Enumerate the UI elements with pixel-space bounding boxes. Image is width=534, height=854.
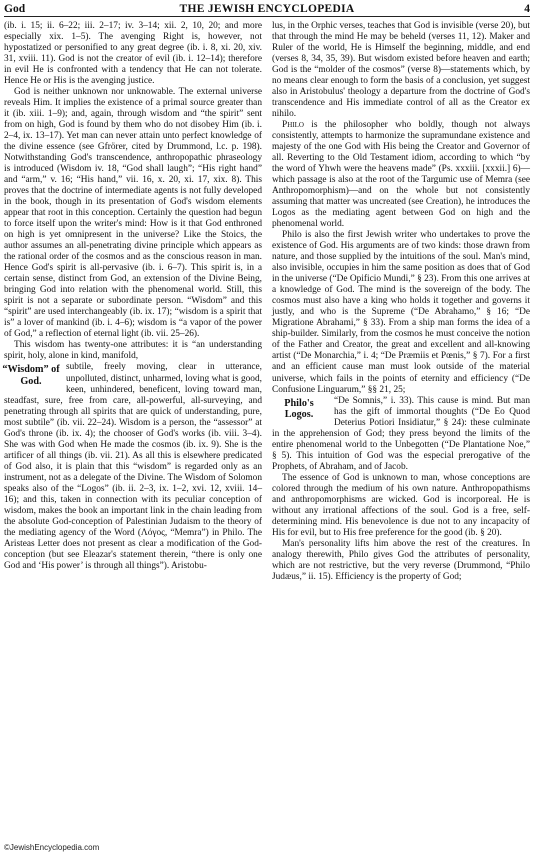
sidenote-wisdom: “Wisdom” of God. bbox=[2, 364, 60, 387]
paragraph: This wisdom has twenty-one attributes: it is “an understanding spirit, holy, alone in kind, manifold, bbox=[4, 340, 262, 362]
paragraph: (ib. i. 15; ii. 6–22; iii. 2–17; iv. 3–14; xii. 2, 10, 20; and more especially xix. 1–5). The avenging Right is, however, not hypostatized or personified to any great degree (ib. i. 8, xi. 20, xiv. 31, xviii. 11). God is not the creator of evil (ib. i. 12–14); therefore in evil He is confronted with a tendency that He can not tolerate. Hence He or His is the avenging justice. bbox=[4, 21, 262, 87]
paragraph: Man's personality lifts him above the rest of the creatures. In analogy therewith, Philo gives God the attributes of personality, which are not restrictive, but the very reverse (Drummond, “Philo Judæus,” ii. 15). Efficiency is the property of God; bbox=[272, 538, 530, 582]
paragraph: The essence of God is unknown to man, whose conceptions are colored through the medium of his own nature. Anthropopathisms and anthropomorphisms are wicked. God is incorporeal. He is without any irrational affections of the soul. God is a free, self-determining mind. His benevolence is due not to any incapacity of His for evil, but to His free preference for the good (ib. § 20). bbox=[272, 472, 530, 538]
paragraph: lus, in the Orphic verses, teaches that God is invisible (verse 20), but that through the mind He may be beheld (verses 11, 12). Maker and Ruler of the world, He is Himself the beginning, middle, and end (verses 8, 34, 35, 39). But wisdom existed before heaven and earth; God is the “molder of the cosmos” (verse 8)—statements which, by no means clear enough to form the basis of a conclusion, yet suggest also in Aristobulus' theology a departure from the doctrine of God's transcendence and His immediate control of all as the Creator ex nihilo. bbox=[272, 21, 530, 120]
paragraph bbox=[272, 120, 530, 230]
header-page-number: 4 bbox=[524, 3, 530, 15]
header-title: THE JEWISH ENCYCLOPEDIA bbox=[179, 3, 355, 15]
paragraph bbox=[272, 396, 530, 473]
sidenote-logos: Philo's Logos. bbox=[284, 397, 314, 421]
paragraph-text: subtile, freely moving, clear in utterance, unpolluted, distinct, unharmed, loving what is good, keen, unhindered, beneficent, loving toward man, steadfast, sure, free from care, all-powerful, all-surveying, and penetrating through all spirits that are quick of understanding, pure, most subtile” (ib. vii. 22–24). Wisdom is a person, the “assessor” at God's throne (ib. ix. 4); the chooser of God's works (ib. viii. 3–4). She was with God when He made the cosmos (ib. ix. 9). She is the artificer of all things (ib. vii. 21). As all this is elsewhere predicated of God also, it is plain that this “wisdom” is regarded only as an instrument, not as a delegate of the Divine. The Wisdom of Solomon speaks also of the “Logos” (ib. ii. 2–3, ix. 1–2, xvi. 12, xviii. 14–16); and this, taken in connection with its peculiar conception of wisdom, makes the book an important link in the chain leading from the absolute God-conception of Palestinian Judaism to the theory of the mediating agency of the Word (Λόγος, “Memra”) in Philo. The Aristeas Letter does not present as clear a modification of the God-conception (but see Eleazar's statement therein, “there is only one God and ‘His power’ is through all things”). Aristobu- bbox=[4, 362, 262, 571]
paragraph-text: “De Somnis,” i. 33). This cause is mind. But man has the gift of immortal thoughts (“De Eo Quod Deterius Potiori Insidiatur,” § 24): these culminate in the apprehension of God; they press beyond the limits of the entire phenomenal world to the Unbegotten (“De Plantatione Noe,” § 5). This intuition of God was the especial prerogative of the Prophets, of Abraham, and of Jacob. bbox=[272, 395, 530, 472]
column-right bbox=[272, 21, 530, 583]
paragraph: God is neither unknown nor unknowable. The external universe reveals Him. It implies the existence of a primal source greater than it (ib. xiii. 1–9); and, again, through wisdom and “the spirit” sent from on high, God is found by them who do not disobey Him (ib. i. 2–4, ix. 13–17). Yet man can never attain unto perfect knowledge of the divine essence (see Gfrörer, cited by Drummond, l.c. p. 198). Notwithstanding God's transcendence, anthropopathic phraseology is introduced (Wisdom iv. 18, “God shall laugh”; “His right hand” and “arm,” v. 16; “His hand,” vii. 16, x. 20, xi. 17, xix. 8). This proves that the doctrine of intermediate agents is not fully developed in the book, though in its presentation of God's wisdom elements appear that root in this conception. Certainly the question had begun to force itself upon the writer's mind: How is it that God enthroned on high is yet omnipresent in the universe? Like the Stoics, the author assumes an all-penetrating divine principle which appears as the rational order of the cosmos and as the conscious reason in man. Hence God's spirit is all-pervasive (ib. i. 6–7). This spirit is, in a certain sense, distinct from God, an extension of the Divine Being, bringing God into relation with the phenomenal world. Still, this spirit is not a separate or subordinate person. “Wisdom” and this “spirit” are used interchangeably (ib. ix. 17); “wisdom is a spirit that is” a lover of mankind (ib. i. 4–6); wisdom is “a vapor of the power of God,” a reflection of eternal light (ib. vii. 25–26). bbox=[4, 87, 262, 340]
column-left bbox=[4, 21, 262, 572]
page-header bbox=[4, 2, 530, 17]
paragraph: Philo is also the first Jewish writer who undertakes to prove the existence of God. His arguments are of two kinds: those drawn from nature, and those supplied by the intuitions of the soul. Man's mind, also invisible, occupies in him the same position as does that of God in the universe (“De Opificio Mundi,” § 23). From this one arrives at a knowledge of God. The mind is the sovereign of the body. The cosmos must also have a king who holds it together and governs it justly, and who is the Supreme (“De Abrahamo,” § 16; “De Migratione Abrahami,” § 33). From a ship man forms the idea of a ship-builder. Similarly, from the cosmos he must conceive the notion of the Father and Creator, the great and excellent and all-knowing artist (“De Monarchia,” i. 4; “De Præmiis et Pœnis,” § 7). For a first and an efficient cause man must look outside of the material universe, which fails in the points of eternity and efficiency (“De Confusione Linguarum,” §§ 21, 25; bbox=[272, 230, 530, 395]
header-article-name: God bbox=[4, 3, 26, 15]
footer-credit: ©JewishEncyclopedia.com bbox=[4, 843, 100, 852]
paragraph-lead-word: Philo bbox=[282, 120, 304, 131]
paragraph bbox=[4, 362, 262, 571]
paragraph-text: is the philosopher who boldly, though not always consistently, attempts to harmonize the supramundane existence and majesty of the one God with His being the Creator and Governor of all. Reverting to the Old Testament idiom, according to which “by the word of Yhwh were the heavens made” (Ps. xxxiii. [xxxii.] 6)—which passage is also at the root of the Targumic use of Memra (see Anthropomorphism)—and on the whole but not consistently assuming that matter was uncreated (see Creation), he introduces the Logos as the mediating agent between God on high and the phenomenal world. bbox=[272, 120, 530, 230]
